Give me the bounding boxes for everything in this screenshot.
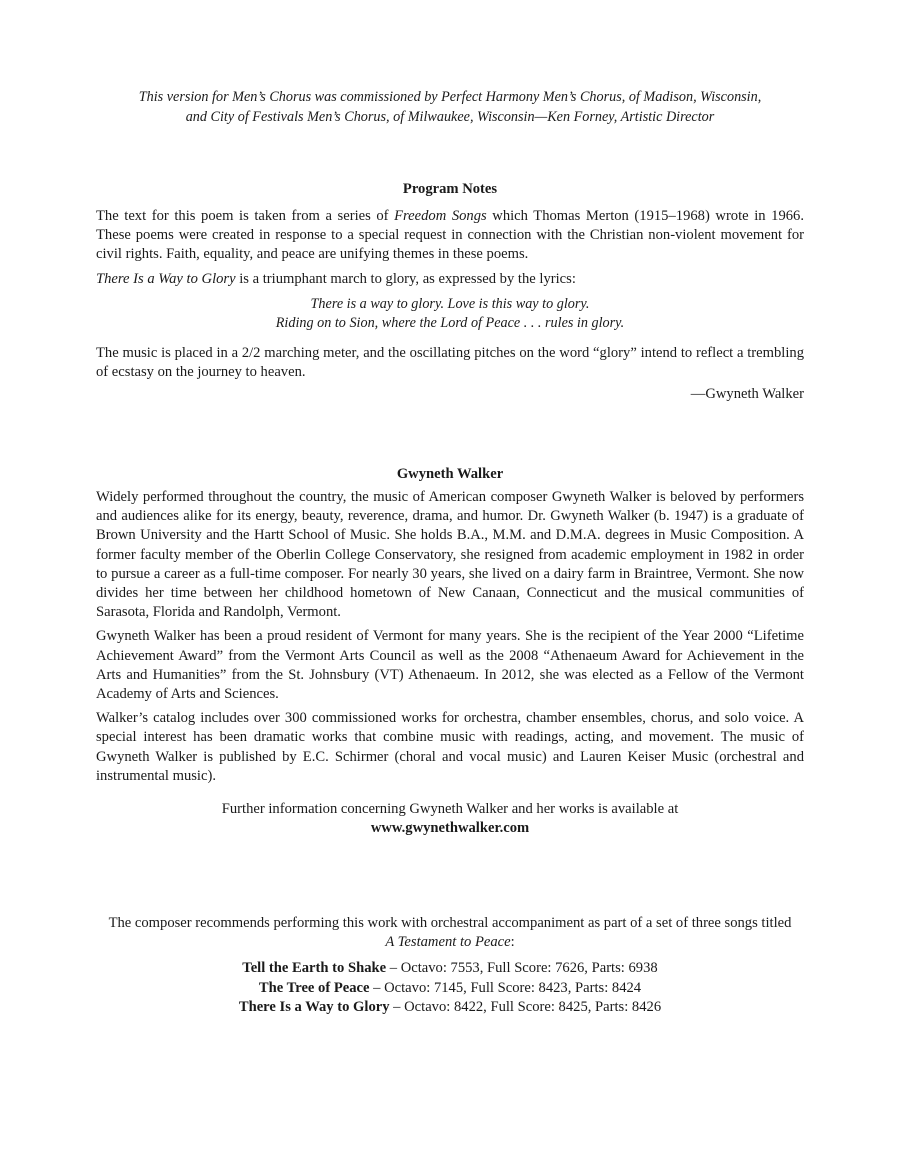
quote-line-2: Riding on to Sion, where the Lord of Peace . . . rules in glory.: [275, 315, 625, 332]
work-item: There Is a Way to Glory – Octavo: 8422, Full Score: 8425, Parts: 8426: [238, 998, 662, 1015]
quote-line-1: There is a way to glory. Love is this way to glory.: [310, 295, 590, 312]
bio-heading: Gwyneth Walker: [396, 466, 504, 482]
recommendation-line: The composer recommends performing this work with orchestral accompaniment as part of a set of three songs titled: [108, 915, 792, 931]
lyrics-quote: [96, 295, 804, 334]
program-notes-paragraph-1: The text for this poem is taken from a series of Freedom Songs which Thomas Merton (1915–1968) wrote in 1966. These poems were created in response to a special request in connection with the Christian non-violent movement for civil rights. Faith, equality, and peace are unifying themes in these poems.: [96, 208, 804, 263]
commission-line-1: This version for Men’s Chorus was commissioned by Perfect Harmony Men’s Chorus, of Madison, Wisconsin,: [138, 89, 762, 105]
recommendation-section: [96, 914, 804, 1017]
commission-note: [96, 88, 804, 127]
work-title: There Is a Way to Glory: [96, 270, 236, 287]
program-notes-heading: Program Notes: [402, 181, 498, 197]
program-notes-paragraph-3: The music is placed in a 2/2 marching meter, and the oscillating pitches on the word “glory” intend to reflect a trembling of ecstasy on the journey to heaven.: [96, 344, 804, 381]
website-link[interactable]: www.gwynethwalker.com: [370, 820, 530, 837]
bio-paragraph-2: Gwyneth Walker has been a proud resident of Vermont for many years. She is the recipient of the Year 2000 “Lifetime Achievement Award” from the Vermont Arts Council as well as the 2008 “Athenaeum Award for Achievement in the Arts and Humanities” from the St. Johnsbury (VT) Athenaeum. In 2012, she was elected as a Fellow of the Vermont Academy of Arts and Sciences.: [96, 628, 804, 703]
work-item: Tell the Earth to Shake – Octavo: 7553, Full Score: 7626, Parts: 6938: [242, 960, 658, 977]
signature: —Gwyneth Walker: [690, 386, 804, 403]
program-notes-paragraph-2: There Is a Way to Glory is a triumphant march to glory, as expressed by the lyrics:: [96, 270, 576, 287]
bio-paragraph-3: Walker’s catalog includes over 300 commissioned works for orchestra, chamber ensembles, chorus, and solo voice. A special interest has been dramatic works that combine music with readings, acting, and movement. The music of Gwyneth Walker is published by E.C. Schirmer (choral and vocal music) and Lauren Keiser Music (orchestral and instrumental music).: [96, 710, 804, 784]
commission-line-2: and City of Festivals Men’s Chorus, of Milwaukee, Wisconsin—Ken Forney, Artistic Director: [185, 108, 715, 125]
work-item: The Tree of Peace – Octavo: 7145, Full Score: 8423, Parts: 8424: [258, 979, 642, 996]
further-info: Further information concerning Gwyneth Walker and her works is available at: [221, 801, 679, 818]
bio-section: [96, 465, 804, 838]
works-list: [96, 959, 804, 1017]
program-notes-section: [96, 180, 804, 404]
set-title-line: A Testament to Peace:: [385, 934, 515, 951]
set-title: A Testament to Peace: [385, 934, 511, 951]
bio-paragraph-1: Widely performed throughout the country, the music of American composer Gwyneth Walker is beloved by performers and audiences alike for its energy, beauty, reverence, drama, and humor. Dr. Gwyneth Walker (b. 1947) is a graduate of Brown University and the Hartt School of Music. She holds B.A., M.M. and D.M.A. degrees in Music Composition. A former faculty member of the Oberlin College Conservatory, she resigned from academic employment in 1982 in order to pursue a career as a full-time composer. For nearly 30 years, she lived on a dairy farm in Braintree, Vermont. She now divides her time between her childhood hometown of New Canaan, Connecticut and the musical communities of Sarasota, Florida and Randolph, Vermont.: [96, 489, 804, 621]
freedom-songs-title: Freedom Songs: [394, 208, 487, 224]
